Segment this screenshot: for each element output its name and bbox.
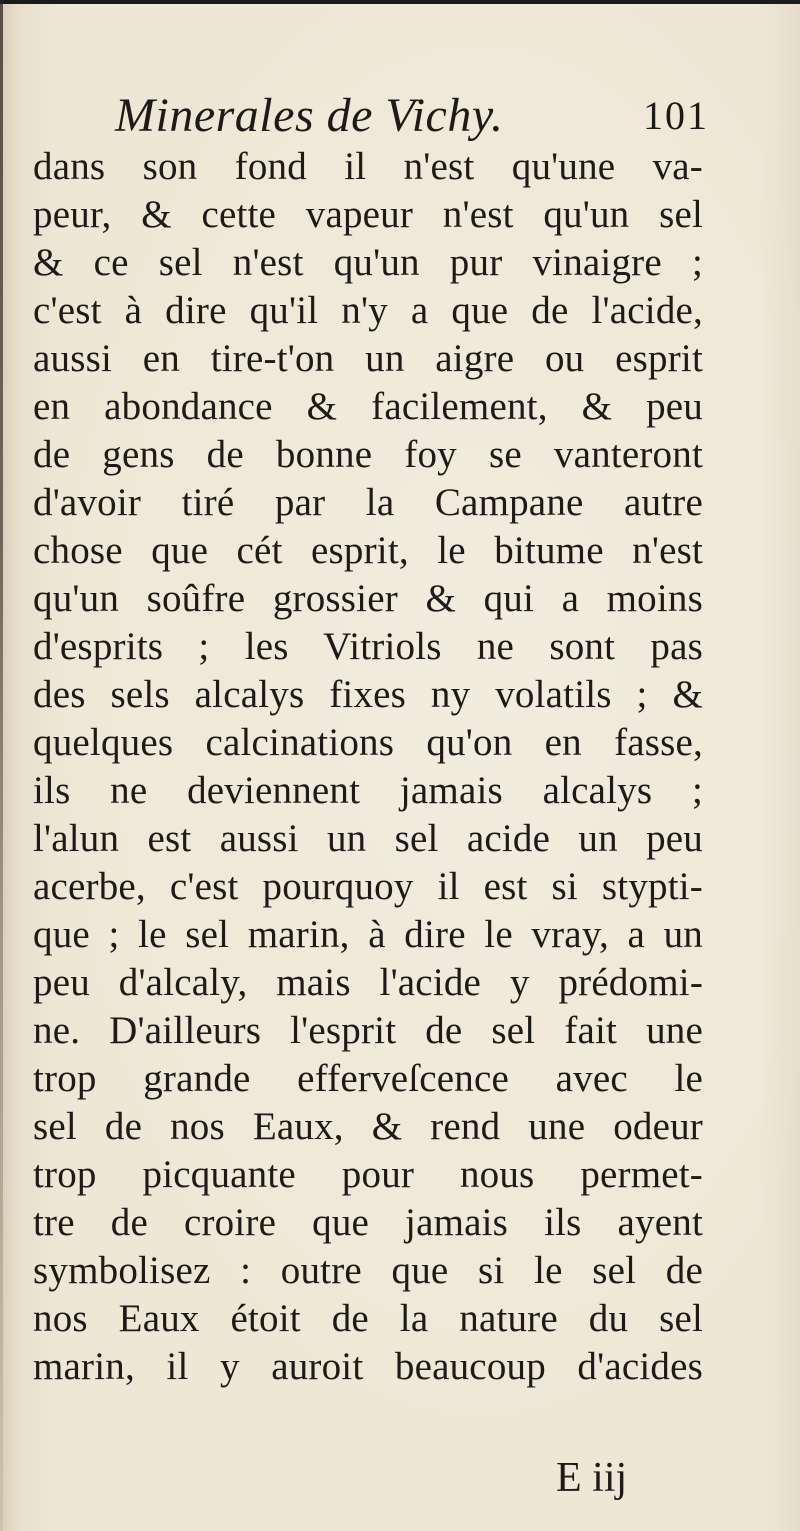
text-line: en abondance & facilement, & peu xyxy=(33,385,703,428)
text-line: symbolisez : outre que si le sel de xyxy=(33,1249,703,1292)
text-line: peu d'alcaly, mais l'acide y prédomi- xyxy=(33,961,703,1004)
text-line: ne. D'ailleurs l'esprit de sel fait une xyxy=(33,1009,703,1052)
text-line: chose que cét esprit, le bitume n'est xyxy=(33,529,703,572)
page-number: 101 xyxy=(643,93,709,138)
text-line: dans son fond il n'est qu'une va- xyxy=(33,145,703,188)
text-line: ils ne deviennent jamais alcalys ; xyxy=(33,769,703,812)
signature-mark: E iij xyxy=(556,1455,628,1501)
text-line: trop grande efferveſcence avec le xyxy=(33,1057,703,1100)
text-line: d'esprits ; les Vitriols ne sont pas xyxy=(33,625,703,668)
text-line: de gens de bonne foy se vanteront xyxy=(33,433,703,476)
text-line: qu'un soûfre grossier & qui a moins xyxy=(33,577,703,620)
running-title: Minerales de Vichy. xyxy=(115,89,504,142)
text-line: tre de croire que jamais ils ayent xyxy=(33,1201,703,1244)
text-line: nos Eaux étoit de la nature du sel xyxy=(33,1297,703,1340)
text-line: trop picquante pour nous permet- xyxy=(33,1153,703,1196)
text-line: & ce sel n'est qu'un pur vinaigre ; xyxy=(33,241,703,284)
text-line: c'est à dire qu'il n'y a que de l'acide, xyxy=(33,289,703,332)
page-gutter-edge xyxy=(0,0,3,1531)
body-text xyxy=(33,143,703,1391)
text-line: l'alun est aussi un sel acide un peu xyxy=(33,817,703,860)
text-line: marin, il y auroit beaucoup d'acides xyxy=(33,1345,703,1388)
text-line: aussi en tire-t'on un aigre ou esprit xyxy=(33,337,703,380)
text-line: que ; le sel marin, à dire le vray, a un xyxy=(33,913,703,956)
text-line: acerbe, c'est pourquoy il est si stypti- xyxy=(33,865,703,908)
text-line: quelques calcinations qu'on en fasse, xyxy=(33,721,703,764)
text-line: d'avoir tiré par la Campane autre xyxy=(33,481,703,524)
text-line: des sels alcalys fixes ny volatils ; & xyxy=(33,673,703,716)
text-line: sel de nos Eaux, & rend une odeur xyxy=(33,1105,703,1148)
top-edge-shadow xyxy=(0,0,800,4)
text-line: peur, & cette vapeur n'est qu'un sel xyxy=(33,193,703,236)
page-header xyxy=(115,88,715,148)
